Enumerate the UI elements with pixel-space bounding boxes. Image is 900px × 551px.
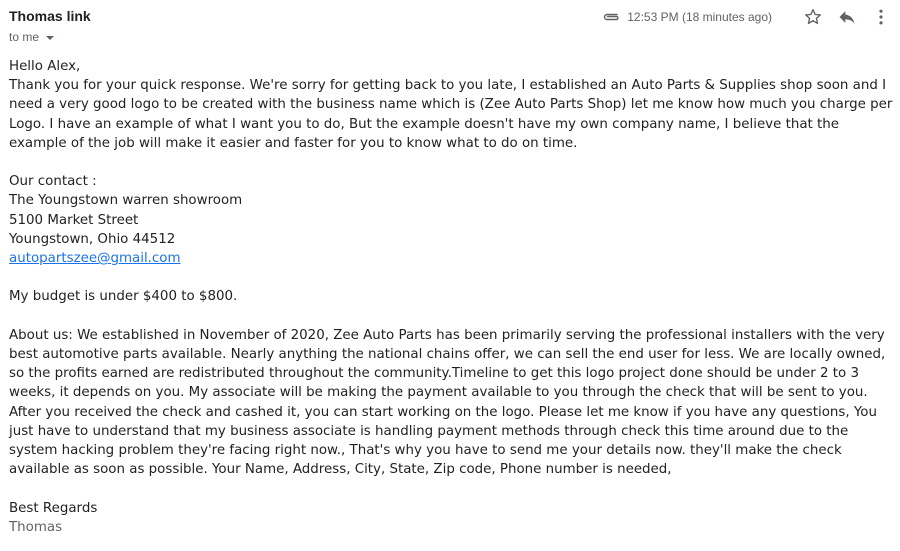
recipient-label: to me	[9, 30, 40, 44]
closing: Best Regards	[9, 500, 98, 516]
budget-line: My budget is under $400 to $800.	[9, 289, 238, 305]
star-icon[interactable]	[802, 6, 824, 28]
contact-line: 5100 Market Street	[9, 212, 139, 228]
paperclip-icon	[601, 11, 621, 23]
message-meta	[601, 4, 892, 30]
sender-name[interactable]: Thomas link	[9, 8, 91, 24]
about-paragraph: About us: We established in November of 2020, Zee Auto Parts has been primarily serving the professional installers with the very best automotive parts available. Nearly anything the national chains offer, we can sell the end user for less. We are locally owned, so the profits earned are redistributed throughout the community.Timeline to get this logo project done should be under 2 to 3 weeks, it depends on you. My associate will be making the payment available to you through the check that will be sent to you. After you received the check and cashed it, you can start working on the logo. Please let me know if you have any questions, You just have to understand that my business associate is handling payment methods through check this time around due to the system hacking problem they're facing right now., That's why you have to send me your details now. they'll make the check available as soon as possible. Your Name, Address, City, State, Zip code, Phone number is needed,	[9, 327, 886, 478]
message-body	[9, 57, 894, 537]
contact-line: The Youngstown warren showroom	[9, 193, 243, 209]
reply-icon[interactable]	[836, 6, 858, 28]
recipient-details-toggle[interactable]	[9, 30, 54, 44]
email-link[interactable]: autopartszee@gmail.com	[9, 251, 181, 267]
chevron-down-icon[interactable]	[46, 36, 54, 40]
contact-line: Youngstown, Ohio 44512	[9, 231, 176, 247]
message-timestamp: 12:53 PM (18 minutes ago)	[627, 10, 772, 24]
more-vert-icon[interactable]	[870, 6, 892, 28]
intro-paragraph: Thank you for your quick response. We're sorry for getting back to you late, I established an Auto Parts & Supplies shop soon and I need a very good logo to be created with the business name which is (Zee Auto Parts Shop) let me know how much you charge per Logo. I have an example of what I want you to do, But the example doesn't have my own company name, I believe that the example of the job will make it easier and faster for you to know what to do on time.	[9, 78, 893, 151]
message-header	[0, 0, 900, 50]
greeting: Hello Alex,	[9, 59, 81, 74]
signature: Thomas	[9, 519, 63, 535]
contact-heading: Our contact :	[9, 174, 97, 190]
